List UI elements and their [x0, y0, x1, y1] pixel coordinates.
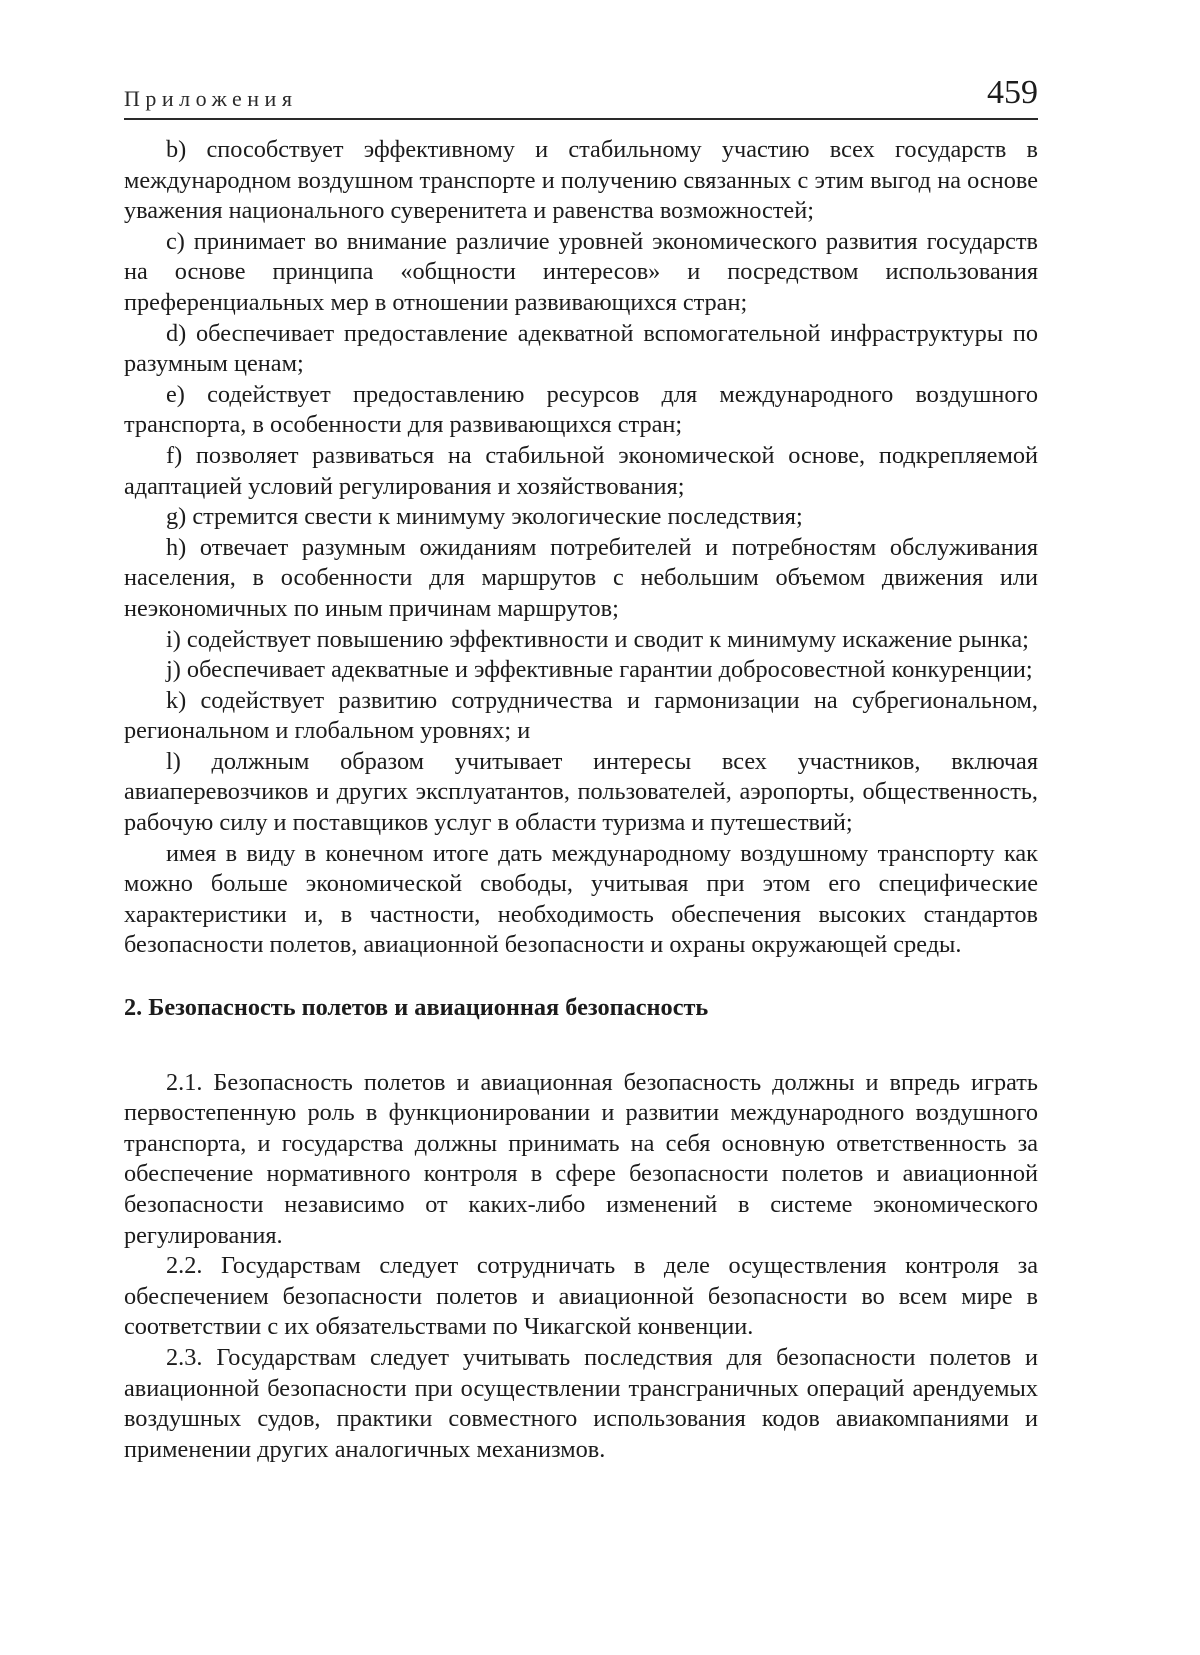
paragraph-2-2: 2.2. Государствам следует сотрудничать в деле осуществления контроля за обеспечением безопасности полетов и авиационной безопасности во всем мире в соответствии с их обязательствами по Чикагской конвенции. [124, 1252, 1038, 1341]
list-item-b: b) способствует эффективному и стабильному участию всех государств в международном воздушном транспорте и получению связанных с этим выгод на основе уважения национального суверенитета и равенства возможностей; [124, 136, 1038, 225]
list-item-c: c) принимает во внимание различие уровней экономического развития государств на основе принципа «общности интересов» и посредством использования преференциальных мер в отношении развивающихся стран; [124, 227, 1038, 316]
closing-paragraph: имея в виду в конечном итоге дать международному воздушному транспорту как можно больше экономической свободы, учитывая при этом его специфические характеристики и, в частности, необходимость обеспечения высоких стандартов безопасности полетов, авиационной безопасности и охраны окружающей среды. [124, 839, 1038, 959]
list-item-i: i) содействует повышению эффективности и сводит к минимуму искажение рынка; [166, 625, 1029, 653]
list-item-d: d) обеспечивает предоставление адекватной вспомогательной инфраструктуры по разумным ценам; [124, 319, 1038, 378]
paragraph-2-1: 2.1. Безопасность полетов и авиационная безопасность должны и впредь играть первостепенную роль в функционировании и развитии международного воздушного транспорта, и государства должны принимать на себя основную ответственность за обеспечение нормативного контроля в сфере безопасности полетов и авиационной безопасности независимо от каких-либо изменений в системе экономического регулирования. [124, 1068, 1038, 1249]
document-page [124, 72, 1038, 1465]
list-item-k: k) содействует развитию сотрудничества и гармонизации на субрегиональном, региональном и глобальном уровнях; и [124, 686, 1038, 745]
section-heading: 2. Безопасность полетов и авиационная безопасность [124, 994, 709, 1022]
list-item-g: g) стремится свести к минимуму экологические последствия; [166, 503, 803, 531]
paragraph-2-3: 2.3. Государствам следует учитывать последствия для безопасности полетов и авиационной безопасности при осуществлении трансграничных операций арендуемых воздушных судов, практики совместного использования кодов авиакомпаниями и применении других аналогичных механизмов. [124, 1343, 1038, 1463]
body-text [124, 135, 1038, 1465]
running-title: Приложения [124, 86, 298, 111]
list-item-e: e) содействует предоставлению ресурсов для международного воздушного транспорта, в особенности для развивающихся стран; [124, 380, 1038, 439]
running-header [124, 72, 1038, 120]
list-item-l: l) должным образом учитывает интересы всех участников, включая авиаперевозчиков и других эксплуатантов, пользователей, аэропорты, общественность, рабочую силу и поставщиков услуг в области туризма и путешествий; [124, 747, 1038, 837]
list-item-j: j) обеспечивает адекватные и эффективные гарантии добросовестной конкуренции; [166, 656, 1033, 684]
list-item-h: h) отвечает разумным ожиданиям потребителей и потребностям обслуживания населения, в особенности для маршрутов с небольшим объемом движения или неэкономичных по иным причинам маршрутов; [124, 533, 1038, 622]
list-item-f: f) позволяет развиваться на стабильной экономической основе, подкрепляемой адаптацией условий регулирования и хозяйствования; [124, 441, 1038, 500]
page-number: 459 [987, 74, 1038, 111]
